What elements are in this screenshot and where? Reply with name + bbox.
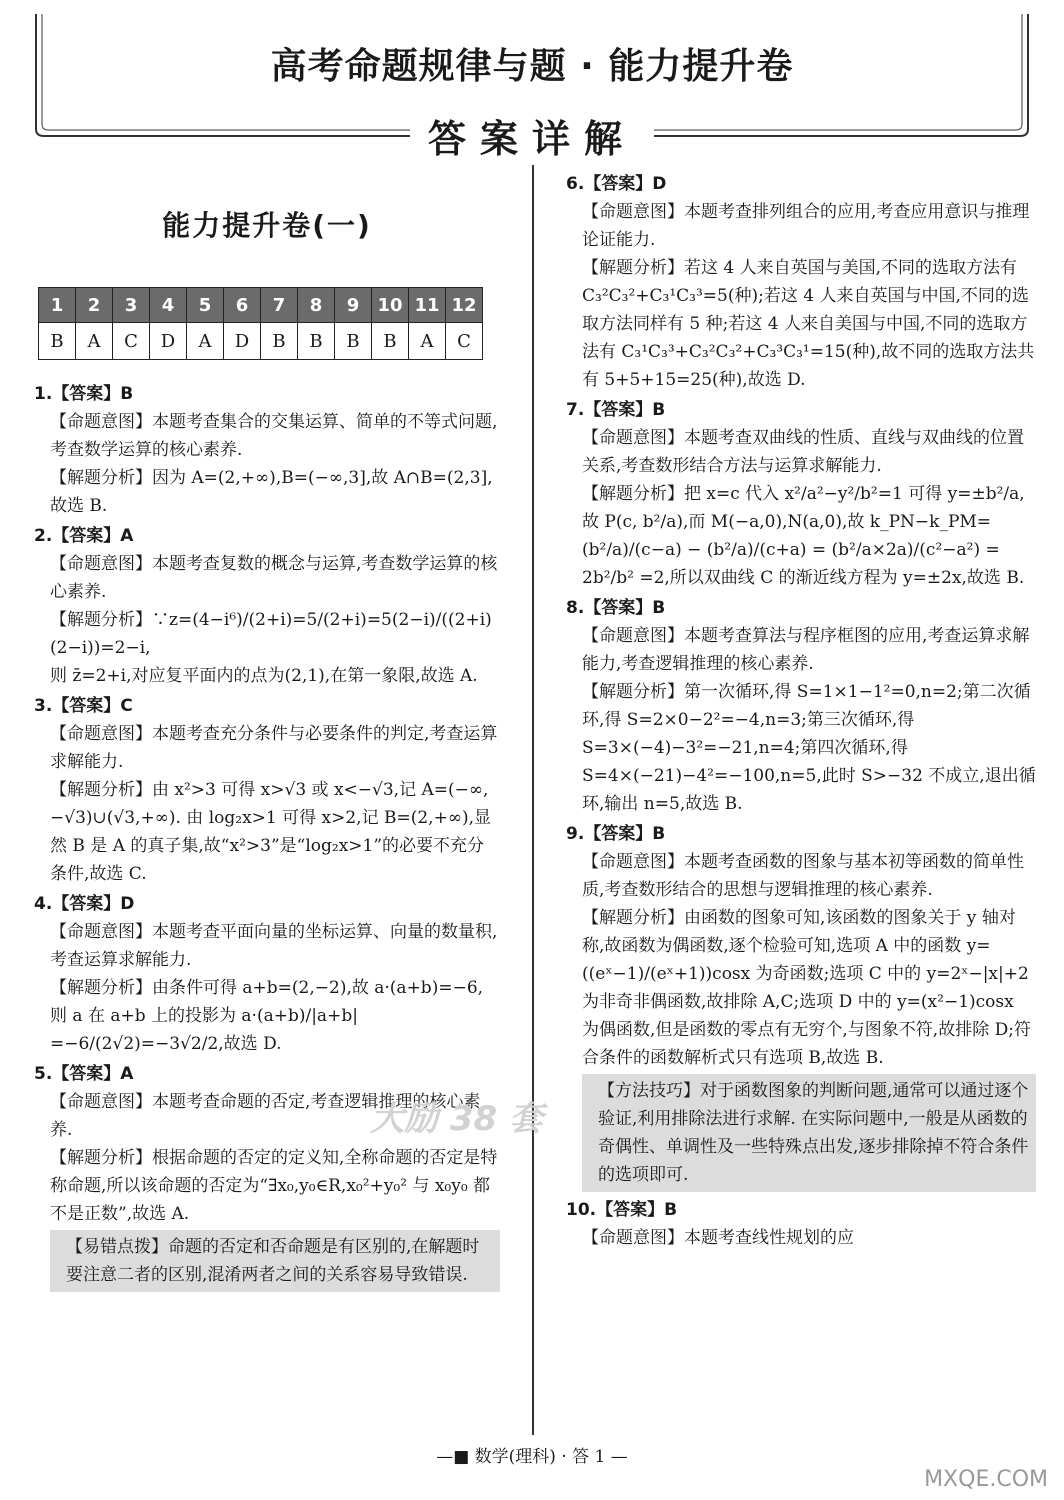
solution-text: 【解题分析】因为 A=(2,+∞),B=(−∞,3],故 A∩B=(2,3],故选 B. — [50, 468, 493, 516]
solution-text: 【命题意图】本题考查命题的否定,考查逻辑推理的核心素养. — [50, 1092, 481, 1140]
answer-heading: 1.【答案】B — [34, 384, 134, 404]
answer-number-cell: 4 — [150, 288, 187, 323]
right-column — [566, 170, 1036, 1252]
answer-heading: 9.【答案】B — [566, 824, 666, 844]
solution-item — [566, 594, 1036, 818]
svg-text:大励 38 套: 大励 38 套 — [370, 1099, 543, 1139]
solution-text: 【命题意图】本题考查线性规划的应 — [582, 1228, 854, 1248]
answer-heading: 8.【答案】B — [566, 598, 666, 618]
answer-heading: 4.【答案】D — [34, 894, 135, 914]
solution-item — [566, 820, 1036, 1072]
answer-choice-cell: D — [224, 323, 261, 360]
answer-number-cell: 3 — [113, 288, 150, 323]
answer-choice-cell: C — [446, 323, 483, 360]
answer-choice-cell: C — [113, 323, 150, 360]
solution-item — [34, 380, 500, 520]
solution-text: 【解题分析】若这 4 人来自英国与美国,不同的选取方法有 C₃²C₃²+C₃¹C₃³=5(种);若这 4 人来自英国与中国,不同的选取方法同样有 5 种;若这 4 人来自美国与中国,不同的选取方法有 C₃¹C₃³+C₃²C₃²+C₃³C₃¹=15(种),故不同的选取方法共有 5+5+15=25(种),故选 D. — [582, 258, 1035, 390]
solution-text: 【命题意图】本题考查平面向量的坐标运算、向量的数量积,考查运算求解能力. — [50, 922, 498, 970]
solution-text: 【命题意图】本题考查函数的图象与基本初等函数的简单性质,考查数形结合的思想与逻辑推理的核心素养. — [582, 852, 1024, 900]
solution-item — [34, 522, 500, 690]
answer-heading: 6.【答案】D — [566, 174, 667, 194]
solution-text: 【解题分析】由条件可得 a+b=(2,−2),故 a·(a+b)=−6,则 a 在 a+b 上的投影为 a·(a+b)/|a+b| — [50, 978, 484, 1026]
solution-item — [566, 396, 1036, 592]
watermark-logo — [370, 1060, 580, 1180]
answer-choice-cell: B — [335, 323, 372, 360]
answer-choice-cell: A — [76, 323, 113, 360]
solution-item — [566, 170, 1036, 394]
answer-number-cell: 2 — [76, 288, 113, 323]
page-footer: —■ 数学(理科) · 答 1 — — [436, 1447, 628, 1467]
solution-text: 【解题分析】由 x²>3 可得 x>√3 或 x<−√3,记 A=(−∞,−√3)∪(√3,+∞). 由 log₂x>1 可得 x>2,记 B=(2,+∞),显然 B 是 A 的真子集,故“x²>3”是“log₂x>1”的必要不充分条件,故选 C. — [50, 780, 492, 884]
answer-detail-heading: 答案详解 — [0, 108, 1064, 163]
solution-text: 【命题意图】本题考查充分条件与必要条件的判定,考查运算求解能力. — [50, 724, 498, 772]
solution-text: =−6/(2√2)=−3√2/2,故选 D. — [50, 1034, 282, 1054]
solution-text: 【命题意图】本题考查复数的概念与运算,考查数学运算的核心素养. — [50, 554, 498, 602]
error-tip-box: 【易错点拨】命题的否定和否命题是有区别的,在解题时要注意二者的区别,混淆两者之间的关系容易导致错误. — [50, 1230, 500, 1292]
solution-text: 【命题意图】本题考查算法与程序框图的应用,考查运算求解能力,考查逻辑推理的核心素养. — [582, 626, 1030, 674]
solution-item — [34, 692, 500, 888]
solution-text: 【命题意图】本题考查集合的交集运算、简单的不等式问题,考查数学运算的核心素养. — [50, 412, 498, 460]
document-title: 高考命题规律与题 · 能力提升卷 — [270, 46, 794, 87]
answer-number-cell: 9 — [335, 288, 372, 323]
answer-heading: 5.【答案】A — [34, 1064, 134, 1084]
section-title: 能力提升卷(一) — [162, 209, 372, 242]
answer-number-cell: 12 — [446, 288, 483, 323]
answer-number-cell: 5 — [187, 288, 224, 323]
answer-choice-cell: B — [261, 323, 298, 360]
solution-text: 则 z̄=2+i,对应复平面内的点为(2,1),在第一象限,故选 A. — [50, 666, 478, 686]
solution-text: 【解题分析】第一次循环,得 S=1×1−1²=0,n=2;第二次循环,得 S=2×0−2²=−4,n=3;第三次循环,得 S=3×(−4)−3²=−21,n=4;第四次循环,得 S=4×(−21)−4²=−100,n=5,此时 S>−32 不成立,退出循环,输出 n=5,故选 B. — [582, 682, 1036, 814]
column-divider — [532, 165, 534, 1435]
answer-choice-cell: D — [150, 323, 187, 360]
answer-heading: 7.【答案】B — [566, 400, 666, 420]
solution-text: 【解题分析】∵z=(4−i⁶)/(2+i)=5/(2+i)=5(2−i)/((2+i)(2−i))=2−i, — [50, 610, 492, 658]
answer-number-cell: 1 — [39, 288, 76, 323]
answer-choice-cell: B — [298, 323, 335, 360]
method-tip-box: 【方法技巧】对于函数图象的判断问题,通常可以通过逐个验证,利用排除法进行求解. 在实际问题中,一般是从函数的奇偶性、单调性及一些特殊点出发,逐步排除掉不符合条件的选项即可. — [582, 1074, 1036, 1192]
answer-heading: 2.【答案】A — [34, 526, 134, 546]
answer-heading: 3.【答案】C — [34, 696, 133, 716]
answer-number-cell: 6 — [224, 288, 261, 323]
answer-number-cell: 11 — [409, 288, 446, 323]
solution-text: 【命题意图】本题考查排列组合的应用,考查应用意识与推理论证能力. — [582, 202, 1030, 250]
corner-watermark: MXQE.COM — [924, 1467, 1048, 1492]
solution-text: 【解题分析】根据命题的否定的定义知,全称命题的否定是特称命题,所以该命题的否定为“∃x₀,y₀∈R,x₀²+y₀² 与 x₀y₀ 都不是正数”,故选 A. — [50, 1148, 498, 1224]
answer-choice-cell: B — [372, 323, 409, 360]
answer-heading: 10.【答案】B — [566, 1200, 678, 1220]
answer-key-table — [38, 287, 483, 360]
solution-text: 故 P(c, b²/a),而 M(−a,0),N(a,0),故 k_PN−k_PM= — [582, 512, 992, 532]
solution-text: 【命题意图】本题考查双曲线的性质、直线与双曲线的位置关系,考查数形结合方法与运算求解能力. — [582, 428, 1024, 476]
answer-number-cell: 10 — [372, 288, 409, 323]
solution-text: 【解题分析】由函数的图象可知,该函数的图象关于 y 轴对称,故函数为偶函数,逐个检验可知,选项 A 中的函数 y=((eˣ−1)/(eˣ+1))cosx 为奇函数;选项 C 中的 y=2ˣ−|x|+2 为非奇非偶函数,故排除 A,C;选项 D 中的 y=(x²−1)cosx 为偶函数,但是函数的零点有无穷个,与图象不符,故排除 D;符合条件的函数解析式只有选项 B,故选 B. — [582, 908, 1031, 1068]
answer-choice-cell: A — [409, 323, 446, 360]
solution-item — [34, 890, 500, 1058]
answer-choice-cell: B — [39, 323, 76, 360]
answer-number-cell: 8 — [298, 288, 335, 323]
answer-number-cell: 7 — [261, 288, 298, 323]
answer-choice-cell: A — [187, 323, 224, 360]
solution-text: 【解题分析】把 x=c 代入 x²/a²−y²/b²=1 可得 y=±b²/a, — [582, 484, 1025, 504]
solution-text: (b²/a)/(c−a) − (b²/a)/(c+a) = (b²/a×2a)/(c²−a²) = 2b²/b² =2,所以双曲线 C 的渐近线方程为 y=±2x,故选 B. — [582, 540, 1025, 588]
